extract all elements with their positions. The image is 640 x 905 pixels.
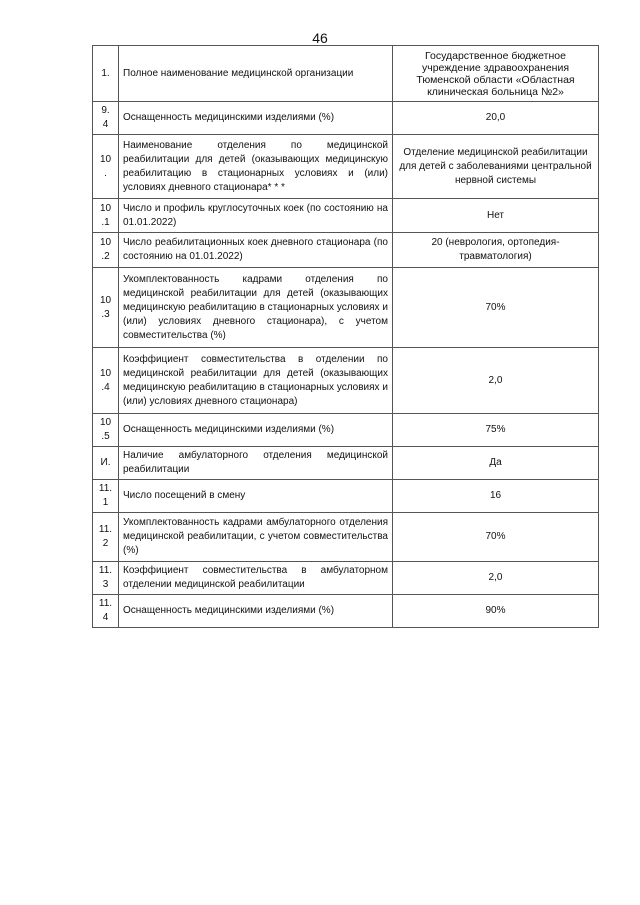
table-row bbox=[93, 233, 599, 268]
row-value: 90% bbox=[393, 595, 599, 628]
row-value: 2,0 bbox=[393, 348, 599, 414]
row-number: 11. 2 bbox=[93, 513, 119, 562]
row-label: Укомплектованность кадрами отделения по медицинской реабилитации для детей (оказывающих медицинскую реабилитацию в стационарных условиях и (или) условиях дневного стационара), с учетом совместительства (%) bbox=[119, 268, 393, 348]
table-row bbox=[93, 414, 599, 447]
row-label: Укомплектованность кадрами амбулаторного отделения медицинской реабилитации, с учетом совместительства (%) bbox=[119, 513, 393, 562]
row-number: 10 .3 bbox=[93, 268, 119, 348]
row-number: 10 .2 bbox=[93, 233, 119, 268]
row-label: Наименование отделения по медицинской реабилитации для детей (оказывающих медицинскую реабилитацию в стационарных условиях и (или) условиях дневного стационара* * * bbox=[119, 135, 393, 199]
row-value: Да bbox=[393, 447, 599, 480]
row-label: Коэффициент совместительства в амбулаторном отделении медицинской реабилитации bbox=[119, 562, 393, 595]
row-value: 70% bbox=[393, 513, 599, 562]
row-number: 10 .5 bbox=[93, 414, 119, 447]
row-value: Отделение медицинской реабилитации для детей с заболеваниями центральной нервной системы bbox=[393, 135, 599, 199]
row-number: 11. 1 bbox=[93, 480, 119, 513]
row-label: Оснащенность медицинскими изделиями (%) bbox=[119, 595, 393, 628]
row-number: 11. 3 bbox=[93, 562, 119, 595]
table-row bbox=[93, 199, 599, 233]
row-number: 10 .4 bbox=[93, 348, 119, 414]
row-number: И. bbox=[93, 447, 119, 480]
data-table bbox=[92, 45, 599, 628]
row-label: Число и профиль круглосуточных коек (по состоянию на 01.01.2022) bbox=[119, 199, 393, 233]
table-row bbox=[93, 562, 599, 595]
row-number: 10 . bbox=[93, 135, 119, 199]
row-label: Оснащенность медицинскими изделиями (%) bbox=[119, 414, 393, 447]
page-number: 46 bbox=[312, 30, 328, 46]
table-row bbox=[93, 513, 599, 562]
row-label: Оснащенность медицинскими изделиями (%) bbox=[119, 102, 393, 135]
row-label: Число посещений в смену bbox=[119, 480, 393, 513]
table-row bbox=[93, 135, 599, 199]
row-label: Наличие амбулаторного отделения медицинской реабилитации bbox=[119, 447, 393, 480]
row-label: Коэффициент совместительства в отделении по медицинской реабилитации для детей (оказывающих медицинскую реабилитацию в стационарных условиях и (или) условиях дневного стационара) bbox=[119, 348, 393, 414]
row-number: 1. bbox=[93, 46, 119, 102]
table-row bbox=[93, 46, 599, 102]
table-row bbox=[93, 268, 599, 348]
table-row bbox=[93, 595, 599, 628]
table-row bbox=[93, 102, 599, 135]
row-value: 20,0 bbox=[393, 102, 599, 135]
table-row bbox=[93, 348, 599, 414]
row-value: 2,0 bbox=[393, 562, 599, 595]
row-number: 10 .1 bbox=[93, 199, 119, 233]
table-row bbox=[93, 480, 599, 513]
row-number: 9. 4 bbox=[93, 102, 119, 135]
row-label: Полное наименование медицинской организации bbox=[119, 46, 393, 102]
row-number: 11. 4 bbox=[93, 595, 119, 628]
table-row bbox=[93, 447, 599, 480]
row-value: Нет bbox=[393, 199, 599, 233]
row-value: 75% bbox=[393, 414, 599, 447]
row-value: 16 bbox=[393, 480, 599, 513]
row-value: 20 (неврология, ортопедия-травматология) bbox=[393, 233, 599, 268]
row-value: Государственное бюджетное учреждение здравоохранения Тюменской области «Областная клиническая больница №2» bbox=[393, 46, 599, 102]
row-value: 70% bbox=[393, 268, 599, 348]
row-label: Число реабилитационных коек дневного стационара (по состоянию на 01.01.2022) bbox=[119, 233, 393, 268]
